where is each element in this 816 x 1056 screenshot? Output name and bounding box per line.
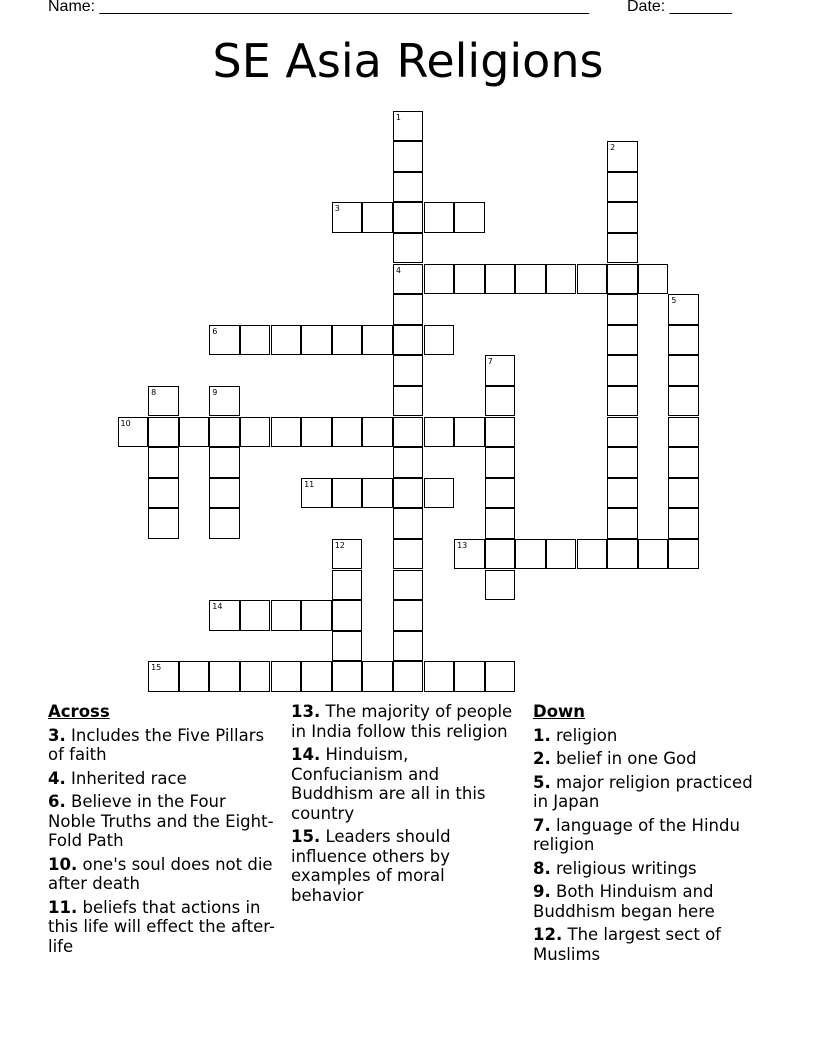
grid-cell[interactable] (485, 508, 516, 539)
grid-cell[interactable] (607, 202, 638, 233)
grid-cell[interactable] (607, 478, 638, 509)
clue-down-2: 2. belief in one God (533, 749, 697, 768)
grid-cell[interactable] (668, 417, 699, 448)
grid-cell[interactable] (454, 417, 485, 448)
grid-cell[interactable] (485, 539, 516, 570)
grid-cell[interactable] (607, 264, 638, 295)
grid-cell[interactable] (148, 508, 179, 539)
grid-cell[interactable] (485, 355, 516, 386)
clue-number: 8 (151, 387, 157, 397)
clue-down-8: 8. religious writings (533, 858, 697, 878)
grid-cell[interactable] (148, 447, 179, 478)
grid-cell[interactable] (607, 325, 638, 356)
grid-cell[interactable] (148, 478, 179, 509)
grid-cell[interactable] (301, 661, 332, 692)
grid-cell[interactable] (332, 202, 363, 233)
grid-cell[interactable] (271, 661, 302, 692)
clue-number: 6 (212, 326, 218, 336)
grid-cell[interactable] (393, 661, 424, 692)
clue-number: 15 (151, 663, 162, 673)
grid-cell[interactable] (271, 417, 302, 448)
grid-cell[interactable] (393, 447, 424, 478)
grid-cell[interactable] (607, 508, 638, 539)
grid-cell[interactable] (668, 447, 699, 478)
grid-cell[interactable] (332, 661, 363, 692)
grid-cell[interactable] (485, 264, 516, 295)
clue-across-6: 6. Believe in the Four Noble Truths and the Eight-Fold Path (48, 792, 274, 850)
clue-across-13: 13. The majority of people in India follow this religion (291, 702, 513, 741)
grid-cell[interactable] (607, 447, 638, 478)
clue-across-3: 3. Includes the Five Pillars of faith (48, 725, 265, 764)
grid-cell[interactable] (577, 539, 608, 570)
grid-cell[interactable] (668, 294, 699, 325)
grid-cell[interactable] (424, 202, 455, 233)
grid-cell[interactable] (301, 600, 332, 631)
grid-cell[interactable] (607, 355, 638, 386)
across-clues-column-1 (48, 702, 278, 960)
grid-cell[interactable] (209, 661, 240, 692)
grid-cell[interactable] (179, 417, 210, 448)
grid-cell[interactable] (148, 417, 179, 448)
grid-cell[interactable] (454, 202, 485, 233)
clue-number: 5 (671, 296, 677, 306)
grid-cell[interactable] (607, 386, 638, 417)
grid-cell[interactable] (607, 141, 638, 172)
grid-cell[interactable] (393, 539, 424, 570)
grid-cell[interactable] (240, 417, 271, 448)
across-clues-column-2 (291, 702, 521, 909)
grid-cell[interactable] (485, 478, 516, 509)
grid-cell[interactable] (424, 325, 455, 356)
clue-number: 13 (457, 540, 468, 550)
puzzle-title: SE Asia Religions (212, 34, 604, 88)
grid-cell[interactable] (393, 355, 424, 386)
clue-down-9: 9. Both Hinduism and Buddhism began here (533, 882, 715, 921)
grid-cell[interactable] (148, 386, 179, 417)
grid-cell[interactable] (332, 631, 363, 662)
grid-cell[interactable] (209, 386, 240, 417)
grid-cell[interactable] (515, 539, 546, 570)
grid-cell[interactable] (332, 570, 363, 601)
grid-cell[interactable] (607, 417, 638, 448)
grid-cell[interactable] (393, 141, 424, 172)
grid-cell[interactable] (393, 600, 424, 631)
down-heading: Down (533, 702, 586, 721)
grid-cell[interactable] (209, 508, 240, 539)
grid-cell[interactable] (668, 355, 699, 386)
grid-cell[interactable] (301, 478, 332, 509)
grid-cell[interactable] (607, 294, 638, 325)
clue-down-7: 7. language of the Hindu religion (533, 815, 740, 854)
grid-cell[interactable] (393, 508, 424, 539)
grid-cell[interactable] (240, 661, 271, 692)
grid-cell[interactable] (546, 264, 577, 295)
date-field-line: Date: _______ (627, 0, 732, 15)
grid-cell[interactable] (362, 202, 393, 233)
grid-cell[interactable] (209, 600, 240, 631)
grid-cell[interactable] (393, 386, 424, 417)
clue-across-10: 10. one's soul does not die after death (48, 854, 273, 893)
clue-number: 9 (212, 387, 218, 397)
clue-down-5: 5. major religion practiced in Japan (533, 772, 753, 811)
clue-across-4: 4. Inherited race (48, 768, 187, 788)
grid-cell[interactable] (393, 172, 424, 203)
grid-cell[interactable] (332, 417, 363, 448)
grid-cell[interactable] (332, 325, 363, 356)
grid-cell[interactable] (485, 447, 516, 478)
grid-cell[interactable] (209, 325, 240, 356)
grid-cell[interactable] (393, 631, 424, 662)
clue-number: 12 (334, 540, 345, 550)
grid-cell[interactable] (332, 600, 363, 631)
clue-number: 7 (487, 357, 493, 367)
clue-number: 11 (304, 479, 315, 489)
grid-cell[interactable] (393, 233, 424, 264)
grid-cell[interactable] (393, 264, 424, 295)
grid-cell[interactable] (301, 325, 332, 356)
clue-number: 1 (395, 112, 401, 122)
grid-cell[interactable] (607, 233, 638, 264)
grid-cell[interactable] (362, 478, 393, 509)
grid-cell[interactable] (607, 539, 638, 570)
grid-cell[interactable] (362, 661, 393, 692)
grid-cell[interactable] (393, 417, 424, 448)
grid-cell[interactable] (393, 202, 424, 233)
grid-cell[interactable] (118, 417, 149, 448)
grid-cell[interactable] (454, 661, 485, 692)
grid-cell[interactable] (240, 600, 271, 631)
grid-cell[interactable] (240, 325, 271, 356)
grid-cell[interactable] (668, 386, 699, 417)
clue-number: 4 (395, 265, 401, 275)
clue-number: 3 (334, 204, 340, 214)
grid-cell[interactable] (424, 264, 455, 295)
clue-across-11: 11. beliefs that actions in this life will effect the after-life (48, 897, 275, 956)
grid-cell[interactable] (668, 325, 699, 356)
grid-cell[interactable] (393, 111, 424, 142)
grid-cell[interactable] (485, 417, 516, 448)
grid-cell[interactable] (424, 417, 455, 448)
grid-cell[interactable] (271, 600, 302, 631)
grid-cell[interactable] (179, 661, 210, 692)
grid-cell[interactable] (362, 417, 393, 448)
grid-cell[interactable] (485, 570, 516, 601)
clue-number: 14 (212, 602, 223, 612)
grid-cell[interactable] (668, 539, 699, 570)
grid-cell[interactable] (607, 172, 638, 203)
grid-cell[interactable] (332, 478, 363, 509)
grid-cell[interactable] (393, 478, 424, 509)
grid-cell[interactable] (362, 325, 393, 356)
grid-cell[interactable] (485, 386, 516, 417)
grid-cell[interactable] (515, 264, 546, 295)
grid-cell[interactable] (454, 539, 485, 570)
grid-cell[interactable] (148, 661, 179, 692)
grid-cell[interactable] (393, 325, 424, 356)
grid-cell[interactable] (424, 661, 455, 692)
clue-across-14: 14. Hinduism, Confucianism and Buddhism are all in this country (291, 745, 486, 823)
grid-cell[interactable] (393, 294, 424, 325)
clue-number: 10 (120, 418, 131, 428)
grid-cell[interactable] (668, 478, 699, 509)
across-heading: Across (48, 702, 110, 721)
clue-down-1: 1. religion (533, 725, 618, 745)
down-clues-column (533, 702, 763, 968)
grid-cell[interactable] (638, 264, 669, 295)
name-field-line: Name: _______________________________________________________ (48, 0, 589, 15)
grid-cell[interactable] (485, 661, 516, 692)
grid-cell[interactable] (209, 447, 240, 478)
grid-cell[interactable] (271, 325, 302, 356)
grid-cell[interactable] (546, 539, 577, 570)
grid-cell[interactable] (209, 478, 240, 509)
clue-number: 2 (610, 143, 616, 153)
grid-cell[interactable] (638, 539, 669, 570)
grid-cell[interactable] (301, 417, 332, 448)
grid-cell[interactable] (393, 570, 424, 601)
grid-cell[interactable] (332, 539, 363, 570)
clue-across-15: 15. Leaders should influence others by examples of moral behavior (291, 827, 451, 905)
grid-cell[interactable] (668, 508, 699, 539)
grid-cell[interactable] (424, 478, 455, 509)
clue-down-12: 12. The largest sect of Muslims (533, 925, 721, 964)
grid-cell[interactable] (577, 264, 608, 295)
grid-cell[interactable] (209, 417, 240, 448)
grid-cell[interactable] (454, 264, 485, 295)
